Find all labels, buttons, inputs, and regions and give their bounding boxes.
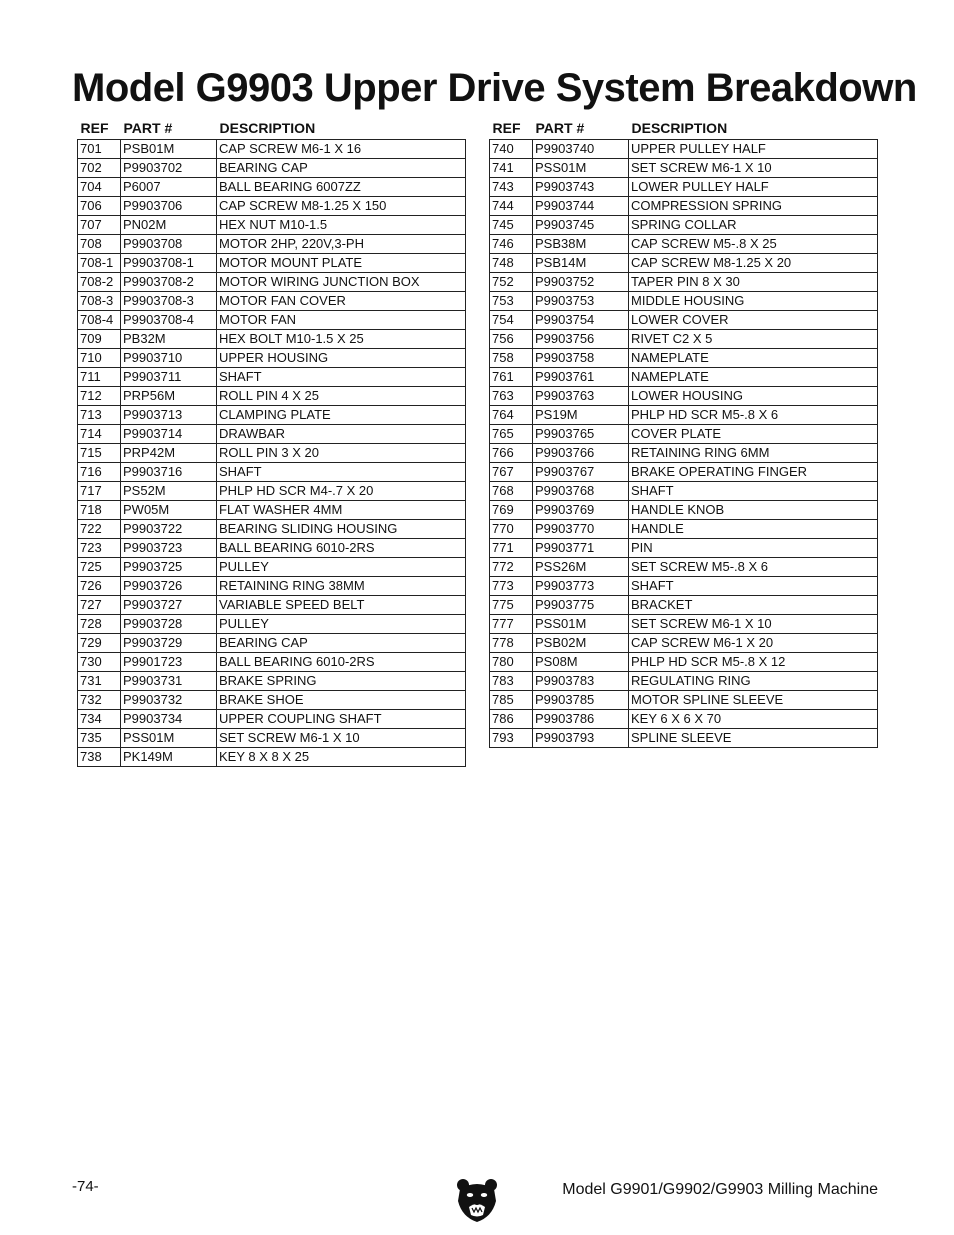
description-cell: BEARING SLIDING HOUSING [217, 520, 466, 539]
description-cell: CAP SCREW M8-1.25 X 150 [217, 197, 466, 216]
part-number-cell: P9903754 [533, 311, 629, 330]
part-number-cell: P9903785 [533, 691, 629, 710]
table-header-row [78, 116, 466, 140]
part-number-cell: PK149M [121, 748, 217, 767]
part-number-cell: P9903761 [533, 368, 629, 387]
description-cell: RIVET C2 X 5 [629, 330, 878, 349]
ref-cell: 769 [490, 501, 533, 520]
ref-cell: 777 [490, 615, 533, 634]
part-number-cell: PSS26M [533, 558, 629, 577]
description-cell: HANDLE KNOB [629, 501, 878, 520]
ref-cell: 708-4 [78, 311, 121, 330]
description-cell: MOTOR MOUNT PLATE [217, 254, 466, 273]
parts-table-left-body [78, 140, 466, 767]
ref-cell: 716 [78, 463, 121, 482]
table-row [490, 330, 878, 349]
table-row [490, 368, 878, 387]
ref-cell: 783 [490, 672, 533, 691]
table-header-row [490, 116, 878, 140]
table-row [78, 425, 466, 444]
part-number-cell: P9903708-2 [121, 273, 217, 292]
table-row [78, 406, 466, 425]
part-number-cell: P9903722 [121, 520, 217, 539]
ref-cell: 723 [78, 539, 121, 558]
part-number-cell: P9903771 [533, 539, 629, 558]
ref-cell: 753 [490, 292, 533, 311]
part-number-cell: P9903708 [121, 235, 217, 254]
description-cell: SHAFT [217, 463, 466, 482]
part-number-cell: PW05M [121, 501, 217, 520]
ref-cell: 786 [490, 710, 533, 729]
description-cell: MOTOR WIRING JUNCTION BOX [217, 273, 466, 292]
table-row [490, 653, 878, 672]
ref-cell: 708-2 [78, 273, 121, 292]
ref-cell: 712 [78, 387, 121, 406]
table-row [490, 140, 878, 159]
ref-cell: 758 [490, 349, 533, 368]
part-number-cell: P9903768 [533, 482, 629, 501]
description-cell: SET SCREW M6-1 X 10 [629, 615, 878, 634]
description-cell: BRAKE OPERATING FINGER [629, 463, 878, 482]
table-row [490, 425, 878, 444]
part-number-cell: P9903758 [533, 349, 629, 368]
part-number-cell: P9903744 [533, 197, 629, 216]
description-cell: VARIABLE SPEED BELT [217, 596, 466, 615]
part-number-cell: P9903753 [533, 292, 629, 311]
part-number-cell: P9903734 [121, 710, 217, 729]
description-cell: SHAFT [217, 368, 466, 387]
table-row [490, 558, 878, 577]
part-number-cell: P9903752 [533, 273, 629, 292]
part-number-cell: P9903740 [533, 140, 629, 159]
part-number-cell: PRP42M [121, 444, 217, 463]
ref-cell: 731 [78, 672, 121, 691]
column-header-description: DESCRIPTION [631, 120, 728, 136]
table-row [78, 444, 466, 463]
ref-cell: 728 [78, 615, 121, 634]
description-cell: BEARING CAP [217, 634, 466, 653]
table-row [490, 406, 878, 425]
ref-cell: 768 [490, 482, 533, 501]
description-cell: KEY 8 X 8 X 25 [217, 748, 466, 767]
parts-table-right-body [490, 140, 878, 748]
ref-cell: 709 [78, 330, 121, 349]
part-number-cell: P9903765 [533, 425, 629, 444]
part-number-cell: P9903725 [121, 558, 217, 577]
parts-table-right [489, 116, 878, 748]
description-cell: BEARING CAP [217, 159, 466, 178]
description-cell: SPRING COLLAR [629, 216, 878, 235]
table-row [490, 311, 878, 330]
table-row [490, 482, 878, 501]
description-cell: ROLL PIN 3 X 20 [217, 444, 466, 463]
part-number-cell: P9903773 [533, 577, 629, 596]
table-row [78, 159, 466, 178]
table-row [78, 349, 466, 368]
ref-cell: 730 [78, 653, 121, 672]
table-row [490, 235, 878, 254]
description-cell: DRAWBAR [217, 425, 466, 444]
table-row [78, 178, 466, 197]
ref-cell: 773 [490, 577, 533, 596]
table-row [78, 463, 466, 482]
bear-head-icon [456, 1177, 498, 1223]
part-number-cell: P9903708-1 [121, 254, 217, 273]
ref-cell: 746 [490, 235, 533, 254]
part-number-cell: P9903726 [121, 577, 217, 596]
ref-cell: 732 [78, 691, 121, 710]
ref-cell: 701 [78, 140, 121, 159]
column-header-part: PART # [535, 120, 585, 136]
description-cell: CAP SCREW M5-.8 X 25 [629, 235, 878, 254]
ref-cell: 722 [78, 520, 121, 539]
description-cell: CLAMPING PLATE [217, 406, 466, 425]
page-number: -74- [72, 1178, 99, 1195]
ref-cell: 743 [490, 178, 533, 197]
ref-cell: 761 [490, 368, 533, 387]
ref-cell: 763 [490, 387, 533, 406]
part-number-cell: P9903706 [121, 197, 217, 216]
ref-cell: 741 [490, 159, 533, 178]
table-row [490, 463, 878, 482]
part-number-cell: P9903756 [533, 330, 629, 349]
description-cell: CAP SCREW M6-1 X 20 [629, 634, 878, 653]
description-cell: PULLEY [217, 615, 466, 634]
description-cell: PULLEY [217, 558, 466, 577]
part-number-cell: P9903727 [121, 596, 217, 615]
description-cell: MIDDLE HOUSING [629, 292, 878, 311]
ref-cell: 766 [490, 444, 533, 463]
table-row [78, 520, 466, 539]
table-row [490, 178, 878, 197]
table-row [490, 539, 878, 558]
description-cell: COVER PLATE [629, 425, 878, 444]
table-row [78, 710, 466, 729]
description-cell: SHAFT [629, 482, 878, 501]
model-name-footer: Model G9901/G9902/G9903 Milling Machine [562, 1181, 878, 1198]
part-number-cell: P9903766 [533, 444, 629, 463]
ref-cell: 727 [78, 596, 121, 615]
description-cell: BALL BEARING 6010-2RS [217, 539, 466, 558]
part-number-cell: PSB14M [533, 254, 629, 273]
ref-cell: 715 [78, 444, 121, 463]
description-cell: MOTOR 2HP, 220V,3-PH [217, 235, 466, 254]
part-number-cell: P9903729 [121, 634, 217, 653]
table-row [490, 273, 878, 292]
ref-cell: 708 [78, 235, 121, 254]
description-cell: REGULATING RING [629, 672, 878, 691]
part-number-cell: P9903731 [121, 672, 217, 691]
ref-cell: 729 [78, 634, 121, 653]
part-number-cell: P9903711 [121, 368, 217, 387]
table-row [78, 216, 466, 235]
table-row [78, 254, 466, 273]
part-number-cell: P9903732 [121, 691, 217, 710]
description-cell: BRAKE SPRING [217, 672, 466, 691]
description-cell: LOWER COVER [629, 311, 878, 330]
ref-cell: 726 [78, 577, 121, 596]
table-row [78, 292, 466, 311]
description-cell: LOWER HOUSING [629, 387, 878, 406]
part-number-cell: P9903702 [121, 159, 217, 178]
ref-cell: 754 [490, 311, 533, 330]
description-cell: HEX NUT M10-1.5 [217, 216, 466, 235]
table-row [78, 539, 466, 558]
ref-cell: 764 [490, 406, 533, 425]
description-cell: NAMEPLATE [629, 368, 878, 387]
table-row [490, 615, 878, 634]
table-row [78, 634, 466, 653]
part-number-cell: PB32M [121, 330, 217, 349]
part-number-cell: P6007 [121, 178, 217, 197]
description-cell: PHLP HD SCR M5-.8 X 6 [629, 406, 878, 425]
part-number-cell: P9901723 [121, 653, 217, 672]
description-cell: RETAINING RING 6MM [629, 444, 878, 463]
table-row [490, 691, 878, 710]
table-row [490, 672, 878, 691]
table-row [490, 159, 878, 178]
table-row [78, 501, 466, 520]
ref-cell: 756 [490, 330, 533, 349]
description-cell: MOTOR FAN [217, 311, 466, 330]
description-cell: SET SCREW M6-1 X 10 [217, 729, 466, 748]
ref-cell: 708-1 [78, 254, 121, 273]
part-number-cell: PN02M [121, 216, 217, 235]
ref-cell: 704 [78, 178, 121, 197]
part-number-cell: P9903767 [533, 463, 629, 482]
ref-cell: 706 [78, 197, 121, 216]
part-number-cell: P9903723 [121, 539, 217, 558]
part-number-cell: PRP56M [121, 387, 217, 406]
part-number-cell: P9903713 [121, 406, 217, 425]
description-cell: HANDLE [629, 520, 878, 539]
ref-cell: 745 [490, 216, 533, 235]
table-row [78, 748, 466, 767]
description-cell: TAPER PIN 8 X 30 [629, 273, 878, 292]
table-row [490, 634, 878, 653]
part-number-cell: P9903783 [533, 672, 629, 691]
ref-cell: 735 [78, 729, 121, 748]
table-row [490, 596, 878, 615]
part-number-cell: P9903775 [533, 596, 629, 615]
ref-cell: 707 [78, 216, 121, 235]
part-number-cell: PS19M [533, 406, 629, 425]
table-row [78, 387, 466, 406]
part-number-cell: PSB38M [533, 235, 629, 254]
ref-cell: 725 [78, 558, 121, 577]
table-row [78, 729, 466, 748]
table-row [78, 235, 466, 254]
description-cell: BRACKET [629, 596, 878, 615]
description-cell: UPPER PULLEY HALF [629, 140, 878, 159]
column-header-ref: REF [492, 120, 521, 136]
ref-cell: 772 [490, 558, 533, 577]
table-row [78, 273, 466, 292]
table-row [490, 577, 878, 596]
ref-cell: 711 [78, 368, 121, 387]
table-row [78, 577, 466, 596]
ref-cell: 738 [78, 748, 121, 767]
part-number-cell: P9903769 [533, 501, 629, 520]
description-cell: BALL BEARING 6010-2RS [217, 653, 466, 672]
description-cell: COMPRESSION SPRING [629, 197, 878, 216]
ref-cell: 765 [490, 425, 533, 444]
ref-cell: 734 [78, 710, 121, 729]
ref-cell: 744 [490, 197, 533, 216]
description-cell: FLAT WASHER 4MM [217, 501, 466, 520]
description-cell: ROLL PIN 4 X 25 [217, 387, 466, 406]
description-cell: LOWER PULLEY HALF [629, 178, 878, 197]
part-number-cell: P9903714 [121, 425, 217, 444]
part-number-cell: P9903710 [121, 349, 217, 368]
table-row [78, 672, 466, 691]
ref-cell: 793 [490, 729, 533, 748]
part-number-cell: P9903728 [121, 615, 217, 634]
ref-cell: 785 [490, 691, 533, 710]
ref-cell: 713 [78, 406, 121, 425]
ref-cell: 714 [78, 425, 121, 444]
description-cell: UPPER COUPLING SHAFT [217, 710, 466, 729]
description-cell: CAP SCREW M8-1.25 X 20 [629, 254, 878, 273]
description-cell: NAMEPLATE [629, 349, 878, 368]
table-row [490, 444, 878, 463]
description-cell: CAP SCREW M6-1 X 16 [217, 140, 466, 159]
description-cell: BRAKE SHOE [217, 691, 466, 710]
part-number-cell: P9903708-3 [121, 292, 217, 311]
part-number-cell: P9903786 [533, 710, 629, 729]
table-row [490, 710, 878, 729]
table-row [78, 653, 466, 672]
description-cell: HEX BOLT M10-1.5 X 25 [217, 330, 466, 349]
ref-cell: 775 [490, 596, 533, 615]
part-number-cell: PS08M [533, 653, 629, 672]
column-header-description: DESCRIPTION [219, 120, 316, 136]
table-row [78, 140, 466, 159]
ref-cell: 767 [490, 463, 533, 482]
ref-cell: 717 [78, 482, 121, 501]
table-row [78, 596, 466, 615]
description-cell: MOTOR SPLINE SLEEVE [629, 691, 878, 710]
table-row [78, 197, 466, 216]
ref-cell: 770 [490, 520, 533, 539]
table-row [490, 729, 878, 748]
column-header-part: PART # [123, 120, 173, 136]
description-cell: SPLINE SLEEVE [629, 729, 878, 748]
part-number-cell: PSS01M [533, 159, 629, 178]
table-row [78, 691, 466, 710]
description-cell: PHLP HD SCR M5-.8 X 12 [629, 653, 878, 672]
description-cell: SET SCREW M6-1 X 10 [629, 159, 878, 178]
page-title: Model G9903 Upper Drive System Breakdown [72, 66, 917, 110]
table-row [490, 216, 878, 235]
table-row [78, 615, 466, 634]
description-cell: KEY 6 X 6 X 70 [629, 710, 878, 729]
part-number-cell: P9903743 [533, 178, 629, 197]
ref-cell: 748 [490, 254, 533, 273]
table-row [78, 482, 466, 501]
part-number-cell: P9903793 [533, 729, 629, 748]
part-number-cell: P9903708-4 [121, 311, 217, 330]
part-number-cell: P9903745 [533, 216, 629, 235]
part-number-cell: P9903716 [121, 463, 217, 482]
column-header-ref: REF [80, 120, 109, 136]
description-cell: SHAFT [629, 577, 878, 596]
ref-cell: 708-3 [78, 292, 121, 311]
table-row [78, 368, 466, 387]
part-number-cell: PSS01M [121, 729, 217, 748]
table-row [78, 330, 466, 349]
ref-cell: 780 [490, 653, 533, 672]
ref-cell: 710 [78, 349, 121, 368]
table-row [78, 311, 466, 330]
table-row [490, 501, 878, 520]
description-cell: BALL BEARING 6007ZZ [217, 178, 466, 197]
ref-cell: 752 [490, 273, 533, 292]
part-number-cell: PSB02M [533, 634, 629, 653]
ref-cell: 740 [490, 140, 533, 159]
description-cell: RETAINING RING 38MM [217, 577, 466, 596]
parts-table-left [77, 116, 466, 767]
part-number-cell: P9903763 [533, 387, 629, 406]
ref-cell: 702 [78, 159, 121, 178]
description-cell: UPPER HOUSING [217, 349, 466, 368]
description-cell: PHLP HD SCR M4-.7 X 20 [217, 482, 466, 501]
table-row [490, 349, 878, 368]
table-row [78, 558, 466, 577]
table-row [490, 520, 878, 539]
ref-cell: 778 [490, 634, 533, 653]
description-cell: MOTOR FAN COVER [217, 292, 466, 311]
table-row [490, 254, 878, 273]
table-row [490, 292, 878, 311]
part-number-cell: PSS01M [533, 615, 629, 634]
part-number-cell: PS52M [121, 482, 217, 501]
description-cell: SET SCREW M5-.8 X 6 [629, 558, 878, 577]
table-row [490, 387, 878, 406]
ref-cell: 771 [490, 539, 533, 558]
table-row [490, 197, 878, 216]
ref-cell: 718 [78, 501, 121, 520]
part-number-cell: PSB01M [121, 140, 217, 159]
description-cell: PIN [629, 539, 878, 558]
part-number-cell: P9903770 [533, 520, 629, 539]
